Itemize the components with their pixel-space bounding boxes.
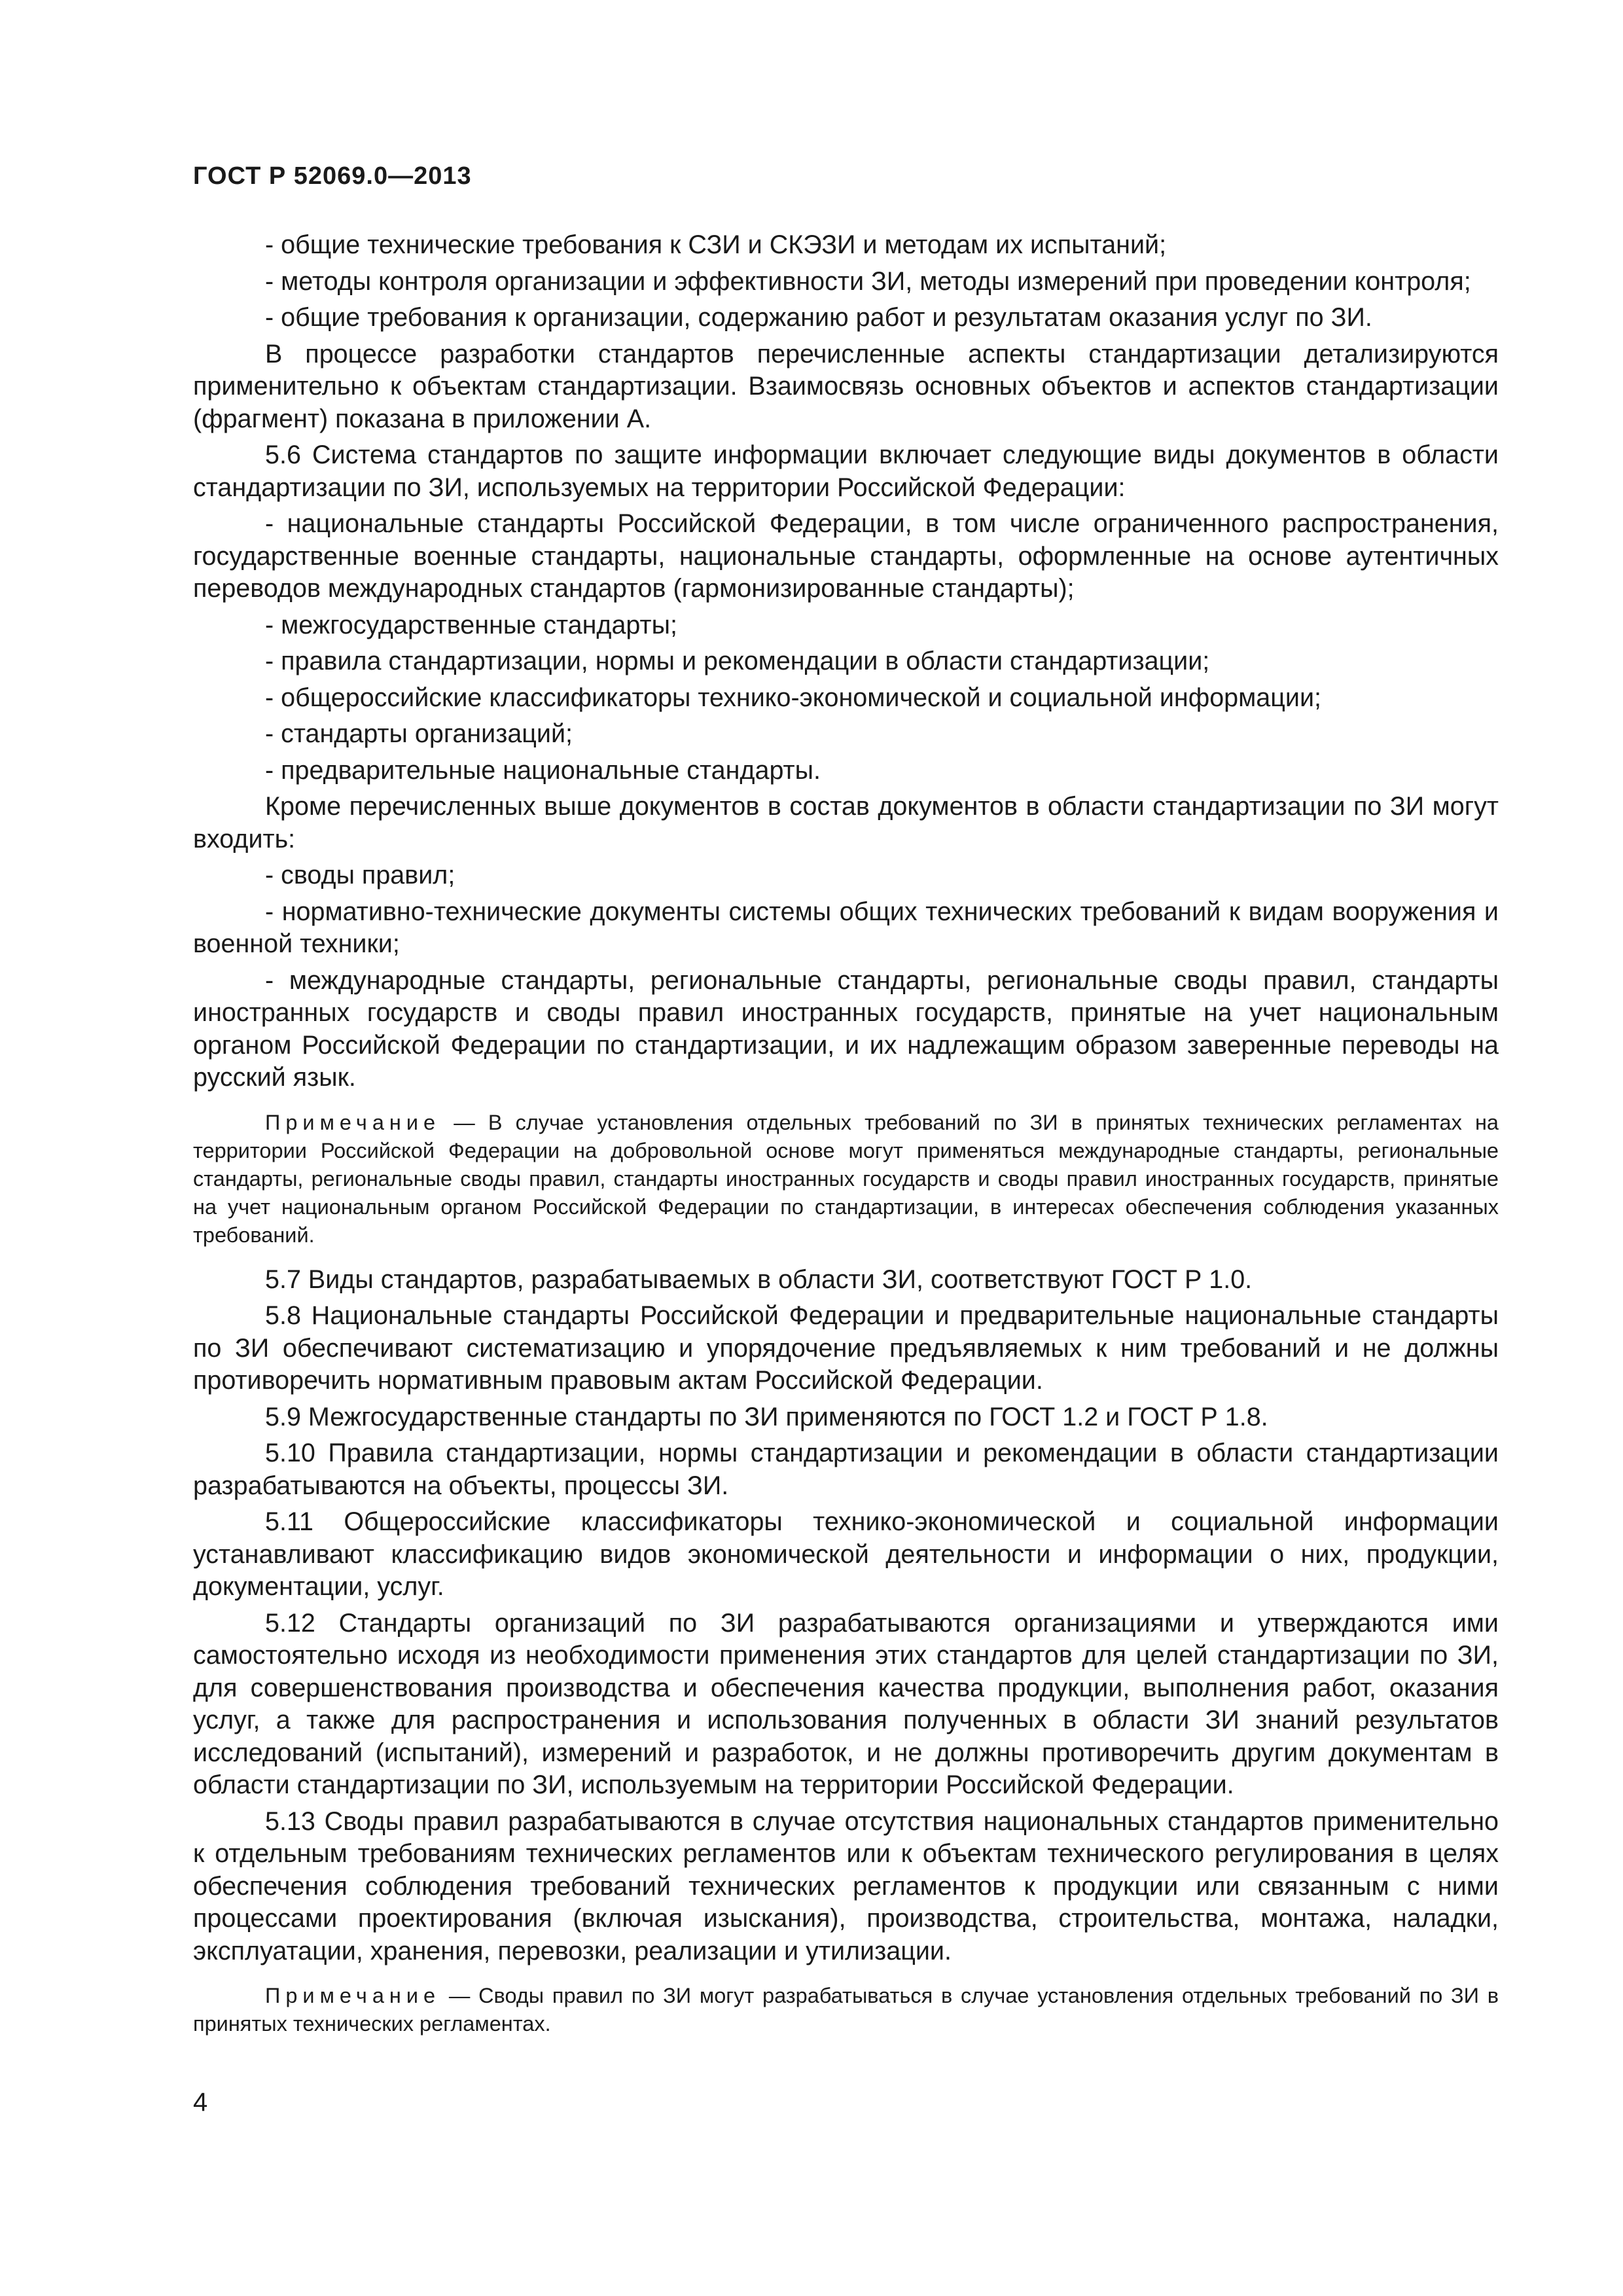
note-label: Примечание <box>265 1110 441 1134</box>
body-paragraph: 5.10 Правила стандартизации, нормы стандартизации и рекомендации в области стандартизации разрабатываются на объекты, процессы ЗИ. <box>193 1439 1499 1500</box>
note-text: — В случае установления отдельных требований по ЗИ в принятых технических регламентах на территории Российской Федерации на добровольной основе могут применяться международные стандарты, региональные стандарты, региональные своды правил, стандарты иностранных государств и своды правил иностранных государств, принятые на учет национальным органом Российской Федерации по стандартизации, в интересах обеспечения соблюдения указанных требований. <box>193 1110 1499 1247</box>
body-paragraph: - правила стандартизации, нормы и рекомендации в области стандартизации; <box>265 647 1210 675</box>
body-paragraph: - методы контроля организации и эффективности ЗИ, методы измерений при проведении контроля; <box>265 266 1471 296</box>
note-text: — Своды правил по ЗИ могут разрабатываться в случае установления отдельных требований по ЗИ в принятых технических регламентах. <box>193 1984 1499 2036</box>
body-paragraph: 5.11 Общероссийские классификаторы технико-экономической и социальной информации устанавливают классификацию видов экономической деятельности и информации о них, продукции, документации, услуг. <box>193 1507 1499 1601</box>
body-paragraph: - общие технические требования к СЗИ и СКЭЗИ и методам их испытаний; <box>265 230 1167 259</box>
body-paragraph: - своды правил; <box>265 861 455 889</box>
body-paragraph: 5.9 Межгосударственные стандарты по ЗИ применяются по ГОСТ 1.2 и ГОСТ Р 1.8. <box>265 1402 1268 1431</box>
body-paragraph: - международные стандарты, региональные стандарты, региональные своды правил, стандарты иностранных государств и своды правил иностранных государств, принятые на учет национальным органом Российской Федерации по стандартизации, и их надлежащим образом заверенные переводы на русский язык. <box>193 965 1499 1092</box>
body-paragraph: 5.7 Виды стандартов, разрабатываемых в области ЗИ, соответствуют ГОСТ Р 1.0. <box>265 1265 1253 1294</box>
note-paragraph <box>193 1109 1499 1249</box>
body-paragraph: 5.6 Система стандартов по защите информации включает следующие виды документов в области стандартизации по ЗИ, используемых на территории Российской Федерации: <box>193 440 1499 502</box>
body-paragraph: - стандарты организаций; <box>265 719 573 748</box>
body-paragraph: - предварительные национальные стандарты. <box>265 755 821 785</box>
body-paragraph: - общероссийские классификаторы технико-экономической и социальной информации; <box>265 683 1321 712</box>
body-paragraph: - межгосударственные стандарты; <box>265 610 677 639</box>
note-paragraph <box>193 1982 1499 2038</box>
body-paragraph: - национальные стандарты Российской Федерации, в том числе ограниченного распространения, государственные военные стандарты, национальные стандарты, оформленные на основе аутентичных переводов международных стандартов (гармонизированные стандарты); <box>193 509 1499 603</box>
body-paragraph: 5.12 Стандарты организаций по ЗИ разрабатываются организациями и утверждаются ими самостоятельно исходя из необходимости применения этих стандартов для целей стандартизации по ЗИ, для совершенствования производства и обеспечения качества продукции, выполнения работ, оказания услуг, а также для распространения и использования полученных в области ЗИ знаний результатов исследований (испытаний), измерений и разработок, и не должны противоречить другим документам в области стандартизации по ЗИ, используемым на территории Российской Федерации. <box>193 1608 1499 1799</box>
page-number: 4 <box>193 2088 208 2117</box>
body-paragraph: 5.13 Своды правил разрабатываются в случае отсутствия национальных стандартов применительно к отдельным требованиям технических регламентов или к объектам технического регулирования в целях обеспечения соблюдения требований технических регламентов к продукции или связанным с ними процессами проектирования (включая изыскания), производства, строительства, монтажа, наладки, эксплуатации, хранения, перевозки, реализации и утилизации. <box>193 1806 1499 1965</box>
note-label: Примечание <box>265 1984 441 2007</box>
document-id: ГОСТ Р 52069.0—2013 <box>193 162 472 190</box>
document-body <box>193 229 1499 2053</box>
body-paragraph: В процессе разработки стандартов перечисленные аспекты стандартизации детализируются применительно к объектам стандартизации. Взаимосвязь основных объектов и аспектов стандартизации (фрагмент) показана в приложении А. <box>193 339 1499 433</box>
body-paragraph: Кроме перечисленных выше документов в состав документов в области стандартизации по ЗИ могут входить: <box>193 792 1499 853</box>
body-paragraph: - общие требования к организации, содержанию работ и результатам оказания услуг по ЗИ. <box>265 303 1372 332</box>
body-paragraph: - нормативно-технические документы системы общих технических требований к видам вооружения и военной техники; <box>193 897 1499 958</box>
body-paragraph: 5.8 Национальные стандарты Российской Федерации и предварительные национальные стандарты по ЗИ обеспечивают систематизацию и упорядочение предъявляемых к ним требований и не должны противоречить нормативным правовым актам Российской Федерации. <box>193 1301 1499 1395</box>
